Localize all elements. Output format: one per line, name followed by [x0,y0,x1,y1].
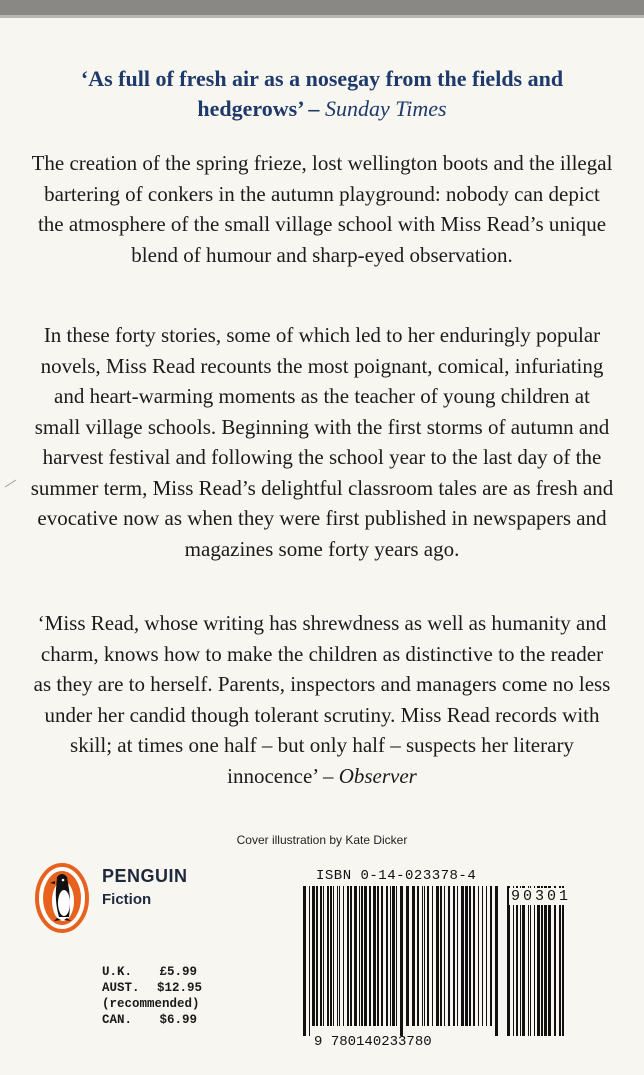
cover-credit: Cover illustration by Kate Dicker [236,833,408,847]
barcode-digits [314,1034,432,1050]
barcode-bar [453,886,455,1026]
barcode-bar [373,886,376,1026]
barcode-bar [323,886,324,1026]
barcode-bar [350,886,352,1026]
barcode-bar [469,886,471,1026]
press-quote-source: Sunday Times [324,96,447,121]
barcode-bar [473,886,475,1026]
barcode-bar [309,886,310,1036]
barcode-bar [478,886,479,1026]
isbn-number: ISBN 0-14-023378-4 [316,868,477,884]
publisher-name: PENGUIN [102,866,188,886]
barcode-number: 780140233780 [330,1034,432,1050]
barcode-bar [377,886,379,1026]
price-row: AUST. $12.95 [102,981,203,995]
barcode-bar [327,886,329,1026]
price-row: (recommended) [102,997,200,1011]
barcode-bar [495,886,498,1036]
top-edge [0,0,644,18]
barcode-bar [364,886,367,1026]
barcode-bar [516,886,518,1036]
barcode-bar [303,886,306,1036]
barcode-bar [359,886,360,1026]
barcode-bar [544,886,547,1036]
barcode-bar [541,886,543,1036]
barcode-bar [486,886,487,1026]
barcode-bar [333,886,334,1026]
barcode-addon-digits: 90301 [511,888,572,905]
price-row: U.K. £5.99 [102,965,197,979]
barcode-bar [337,886,338,1026]
barcode-bar [330,886,332,1026]
barcode-bar [339,886,340,1026]
blurb-paragraph-2: In these forty stories, some of which led to her enduringly popular novels, Miss Read recounts the most poignant, comical, infuriating and heart-warming moments as the teacher of young children at small village schools. Beginning with the first storms of autumn and harvest festival and following the school year to the last day of the summer term, Miss Read’s delightful classroom tales are as fresh and evocative now as when they were first published in newspapers and magazines some forty years ago. [30,323,614,561]
barcode-bar [316,886,318,1026]
barcode-bar [444,886,445,1026]
back-cover [0,18,644,1075]
barcode-bar [562,886,564,1036]
press-quote-text: ‘As full of fresh air as a nosegay from the fields and hedgerows’ – [80,66,564,121]
publisher-category: Fiction [102,891,152,908]
barcode-bar [528,886,529,1036]
barcode-bar [534,886,535,1036]
barcode-bar [440,886,442,1026]
barcode-bar [507,886,510,1036]
barcode-bar [390,886,391,1026]
barcode-bar [448,886,450,1026]
barcode-lead-digit: 9 [314,1034,323,1050]
barcode-bar [490,886,492,1026]
barcode-main [303,886,503,1036]
review-quote [30,608,614,791]
penguin-logo-icon [35,863,89,933]
barcode-bar [400,886,403,1036]
barcode-bar [432,886,433,1026]
barcode-bar [422,886,423,1026]
barcode-bar [520,886,521,1036]
barcode-bar [343,886,344,1026]
barcode-bar [406,886,409,1026]
barcode-bar [369,886,371,1026]
barcode-bar [412,886,415,1026]
publisher-imprint [102,866,188,908]
press-quote [40,64,604,124]
barcode-bar [396,886,397,1026]
barcode-bar [436,886,439,1026]
price-list [102,964,203,1028]
barcode-bar [392,886,395,1026]
barcode-bar [427,886,429,1026]
barcode-bar [320,886,322,1026]
barcode-bar [381,886,383,1026]
barcode-bar [465,886,468,1026]
paper-mark [4,478,18,488]
barcode-bar [559,886,561,1036]
price-row: CAN. $6.99 [102,1013,197,1027]
barcode-bar [548,886,551,1036]
barcode-bar [347,886,349,1026]
barcode-bar [482,886,483,1026]
barcode-bar [386,886,388,1026]
blurb-paragraph-1: The creation of the spring frieze, lost wellington boots and the illegal bartering of conkers in the autumn playground: nobody can depict the atmosphere of the small village school with Miss Read’s unique blend of humour and sharp-eyed observation. [31,151,613,267]
review-source: Observer [338,763,417,788]
review-text: ‘Miss Read, whose writing has shrewdness as well as humanity and charm, knows how to make the children as distinctive to the reader as they are to herself. Parents, inspectors and managers come no less under her candid though tolerant scrutiny. Miss Read records with skill; at times one half – but only half – suspects her literary innocence’ – [33,611,611,788]
barcode-addon [507,886,567,1036]
barcode-bar [361,886,363,1026]
barcode-bar [417,886,419,1026]
barcode-bar [522,886,525,1036]
barcode-bar [312,886,315,1026]
barcode-bar [513,886,514,1036]
barcode-bar [354,886,357,1026]
barcode-bar [457,886,458,1026]
barcode-bar [554,886,556,1036]
barcode-bar [461,886,464,1026]
barcode-bar [537,886,540,1036]
barcode-bar [424,886,425,1026]
barcode-bar [530,886,531,1036]
